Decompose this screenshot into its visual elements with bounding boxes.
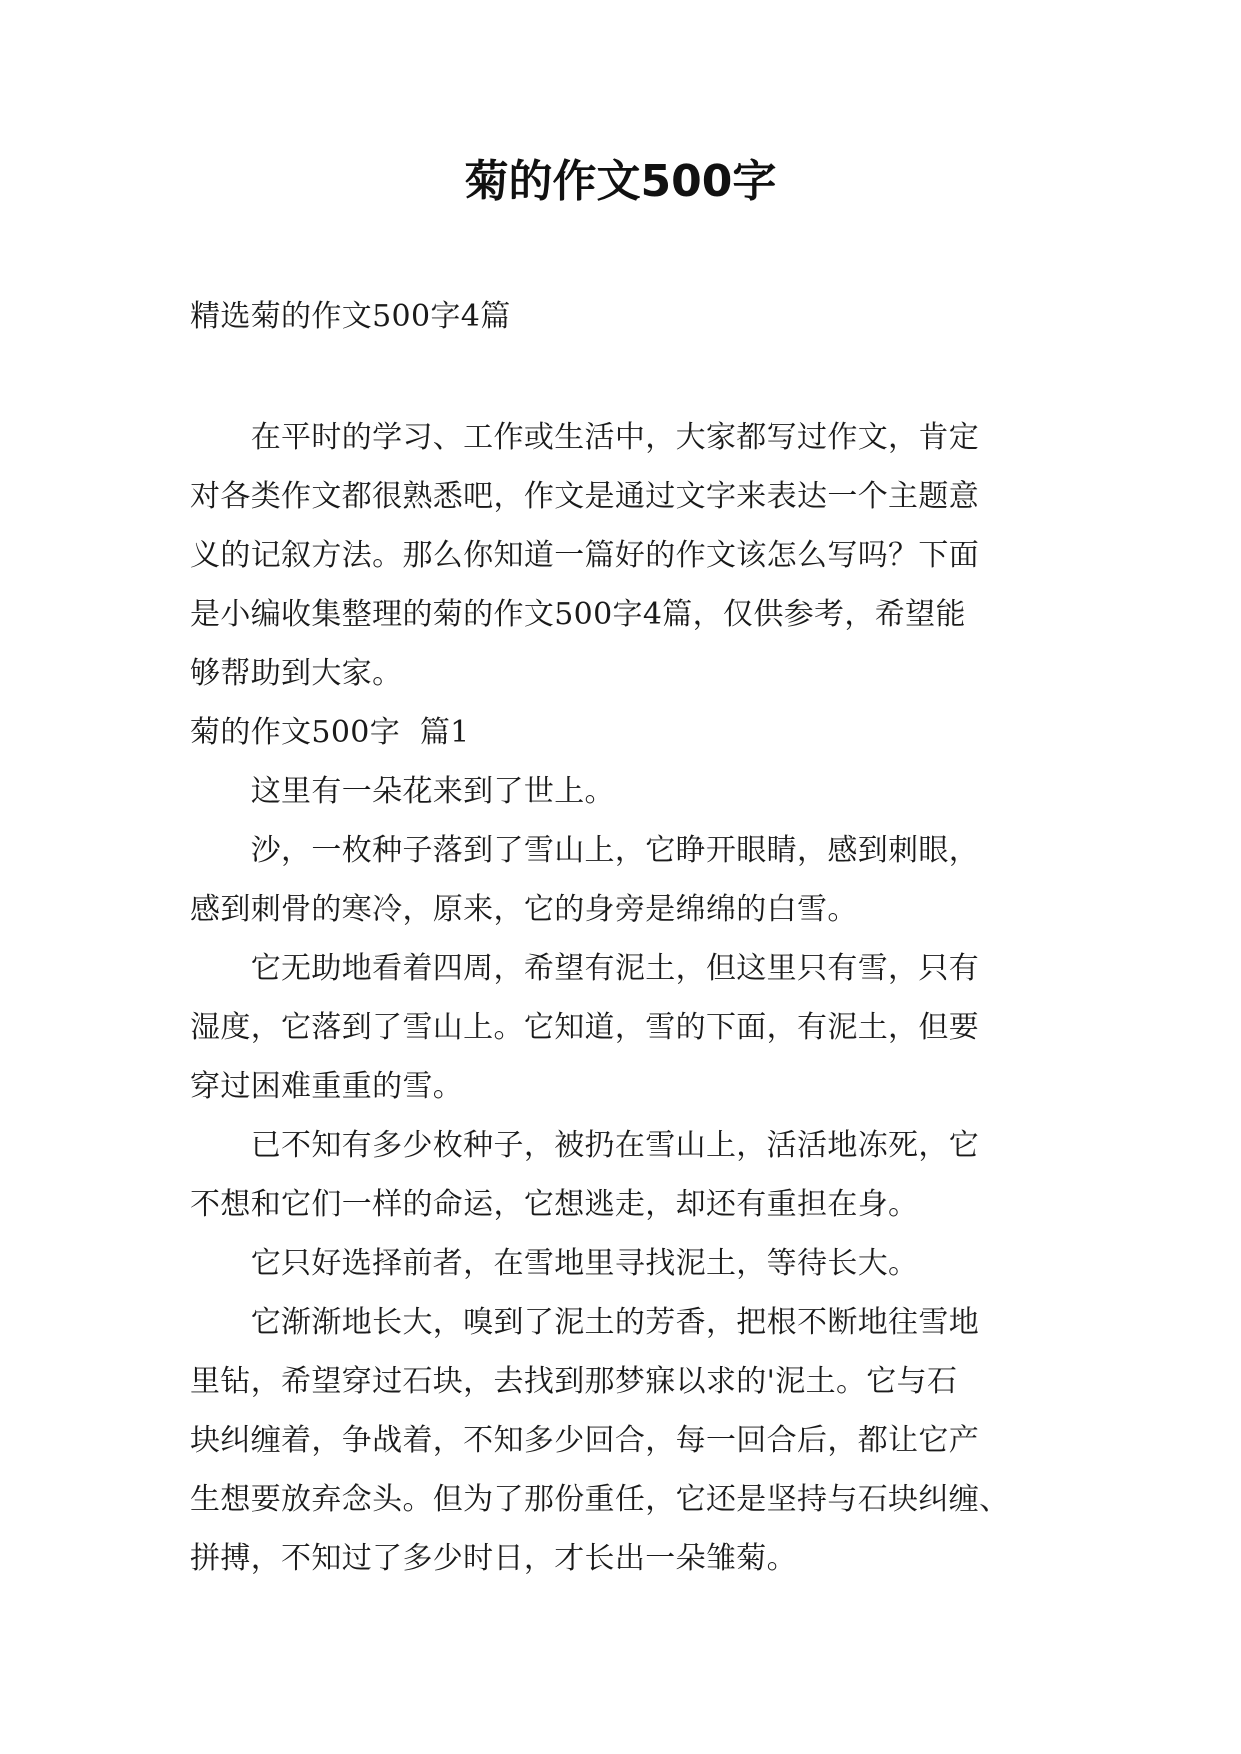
text-line: 它渐渐地长大，嗅到了泥土的芳香，把根不断地往雪地: [190, 1305, 980, 1340]
section-heading: 菊的作文500字 篇1: [190, 715, 470, 750]
text-line: 已不知有多少枚种子，被扔在雪山上，活活地冻死，它: [190, 1128, 980, 1163]
text-line: 块纠缠着，争战着，不知多少回合，每一回合后，都让它产: [190, 1423, 980, 1458]
text-line: 够帮助到大家。: [190, 656, 403, 691]
spacer: [190, 346, 1051, 408]
text-line: 感到刺骨的寒冷，原来，它的身旁是绵绵的白雪。: [190, 892, 858, 927]
text-line: 生想要放弃念头。但为了那份重任，它还是坚持与石块纠缠、: [190, 1482, 1010, 1517]
text-line: 不想和它们一样的命运，它想逃走，却还有重担在身。: [190, 1187, 919, 1222]
text-line: 义的记叙方法。那么你知道一篇好的作文该怎么写吗？下面: [190, 538, 980, 573]
text-line: 这里有一朵花来到了世上。: [190, 774, 615, 809]
document-content: [190, 287, 1051, 1588]
text-line: 沙，一枚种子落到了雪山上，它睁开眼睛，感到刺眼，: [190, 833, 980, 868]
text-line: 它无助地看着四周，希望有泥土，但这里只有雪，只有: [190, 951, 980, 986]
text-line: 它只好选择前者，在雪地里寻找泥土，等待长大。: [190, 1246, 919, 1281]
text-line: 拼搏，不知过了多少时日，才长出一朵雏菊。: [190, 1541, 797, 1576]
text-line: 对各类作文都很熟悉吧，作文是通过文字来表达一个主题意: [190, 479, 980, 514]
intro-paragraph: [190, 408, 1051, 703]
text-line: 湿度，它落到了雪山上。它知道，雪的下面，有泥土，但要: [190, 1010, 980, 1045]
text-line: 穿过困难重重的雪。: [190, 1069, 464, 1104]
page-title: 菊的作文500字: [464, 156, 777, 207]
essay-body: [190, 762, 1051, 1588]
text-line: 里钻，希望穿过石块，去找到那梦寐以求的'泥土。它与石: [190, 1364, 958, 1399]
text-line: 在平时的学习、工作或生活中，大家都写过作文，肯定: [190, 420, 980, 455]
text-line: 是小编收集整理的菊的作文500字4篇，仅供参考，希望能: [190, 597, 966, 632]
document-subtitle: 精选菊的作文500字4篇: [190, 299, 511, 334]
